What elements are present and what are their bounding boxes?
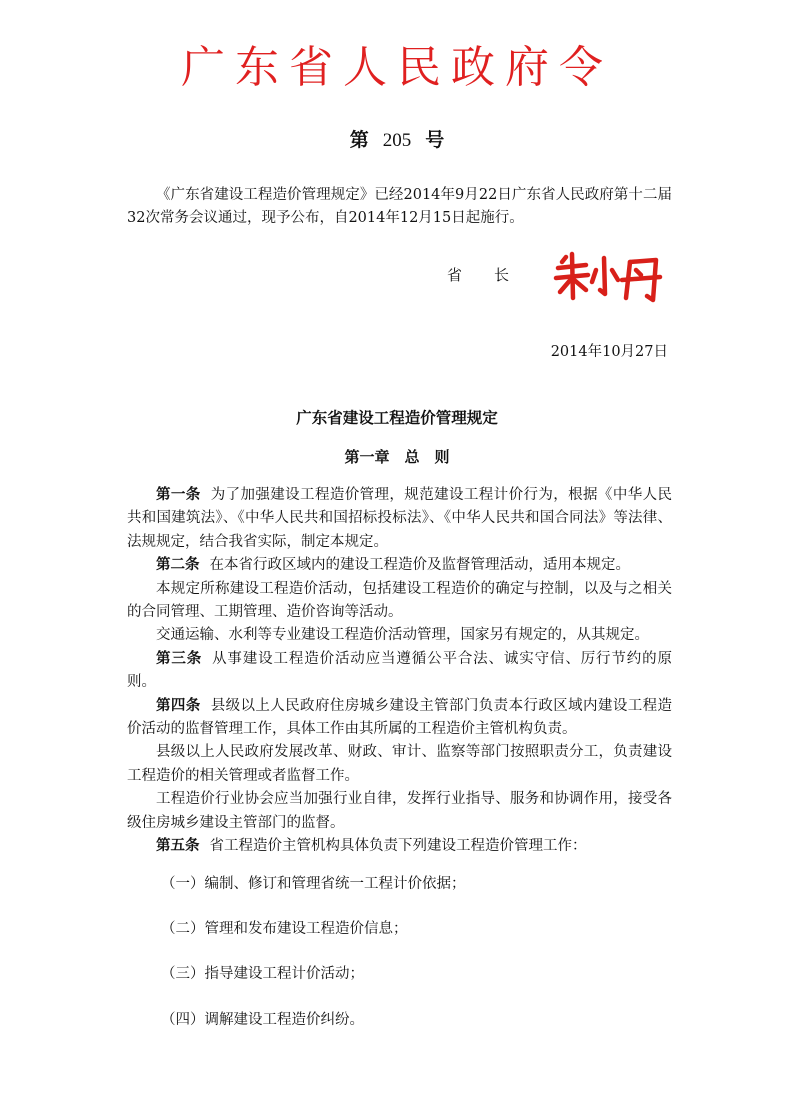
order-prefix: 第 — [349, 129, 369, 151]
signing-date: 2014年10月27日 — [550, 344, 668, 360]
article-label: 第二条 — [156, 557, 200, 574]
order-number-value: 205 — [382, 130, 412, 151]
article-4 — [127, 695, 672, 742]
article-text: 省工程造价主管机构具体负责下列建设工程造价管理工作： — [209, 838, 587, 855]
article-label: 第四条 — [156, 697, 201, 714]
list-item: （一）编制、修订和管理省统一工程计价依据； — [161, 875, 466, 892]
promulgation-statement: 《广东省建设工程造价管理规定》已经2014年9月22日广东省人民政府第十二届32次常务会议通过，现予公布，自2014年12月15日起施行。 — [127, 187, 672, 226]
regulation-body — [127, 484, 672, 1032]
list-item: （四）调解建设工程造价纠纷。 — [161, 1011, 364, 1028]
article-label: 第五条 — [156, 838, 200, 855]
article-5 — [127, 835, 672, 858]
article-3 — [127, 648, 672, 695]
chapter-heading: 第一章 总 则 — [344, 448, 450, 466]
order-suffix: 号 — [425, 129, 445, 151]
article-text: 为了加强建设工程造价管理，规范建设工程计价行为，根据《中华人民共和国建筑法》、《中华人民共和国招标投标法》、《中华人民共和国合同法》等法律、法规规定，结合我省实际，制定本规定。 — [127, 487, 673, 550]
article-text: 在本省行政区域内的建设工程造价及监督管理活动，适用本规定。 — [209, 557, 630, 574]
governor-label: 省长 — [447, 266, 542, 284]
article-label: 第三条 — [156, 650, 203, 667]
article-text: 从事建设工程造价活动应当遵循公平合法、诚实守信、厉行节约的原则。 — [127, 650, 672, 691]
list-item: （二）管理和发布建设工程造价信息； — [161, 920, 408, 937]
government-order-title: 广东省人民政府令 — [181, 42, 613, 93]
article-1 — [127, 484, 672, 554]
article-2 — [127, 554, 672, 577]
article-2-paragraph-2: 本规定所称建设工程造价活动，包括建设工程造价的确定与控制，以及与之相关的合同管理、工期管理、造价咨询等活动。 — [127, 580, 672, 621]
list-item: （三）指导建设工程计价活动； — [161, 966, 364, 983]
article-4-paragraph-2: 县级以上人民政府发展改革、财政、审计、监察等部门按照职责分工，负责建设工程造价的相关管理或者监督工作。 — [127, 744, 672, 784]
article-2-paragraph-3: 交通运输、水利等专业建设工程造价活动管理，国家另有规定的，从其规定。 — [156, 627, 649, 644]
article-4-paragraph-3: 工程造价行业协会应当加强行业自律，发挥行业指导、服务和协调作用，接受各级住房城乡建设主管部门的监督。 — [127, 791, 672, 831]
order-number — [0, 127, 794, 154]
article-text: 县级以上人民政府住房城乡建设主管部门负责本行政区域内建设工程造价活动的监督管理工作，具体工作由其所属的工程造价主管机构负责。 — [127, 697, 673, 738]
governor-signature — [552, 248, 664, 304]
article-label: 第一条 — [156, 487, 201, 503]
regulation-title: 广东省建设工程造价管理规定 — [296, 409, 498, 427]
